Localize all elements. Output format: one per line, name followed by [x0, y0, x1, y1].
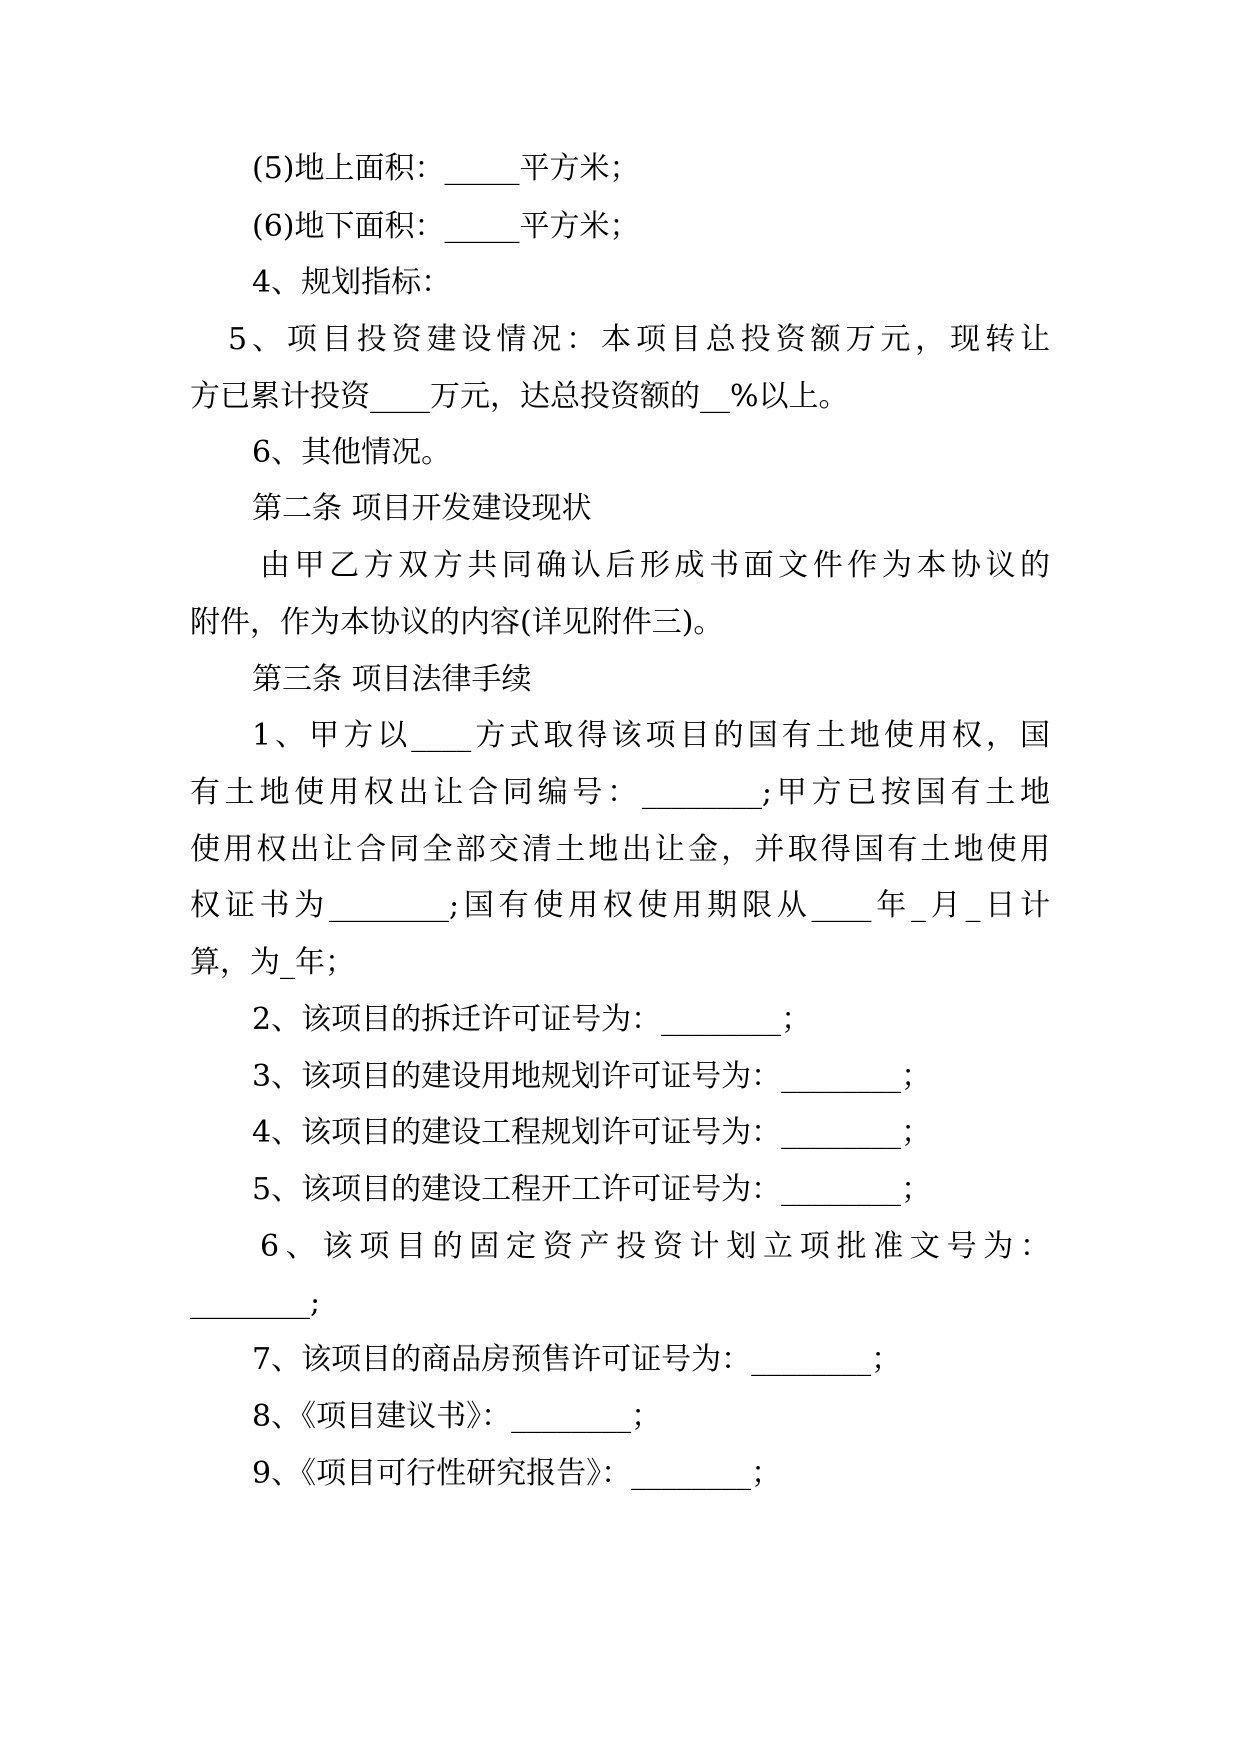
paragraph-line: 5、项目投资建设情况：本项目总投资额万元，现转让 [228, 322, 1050, 357]
paragraph-line: (6)地下面积：_____平方米； [252, 209, 640, 244]
paragraph-line: 附件，作为本协议的内容(详见附件三)。 [190, 605, 724, 640]
paragraph-line: 算，为_年； [190, 945, 355, 980]
section-heading: 第二条 项目开发建设现状 [252, 491, 592, 526]
paragraph-line: 2、该项目的拆迁许可证号为：________； [252, 1002, 812, 1037]
paragraph-line: 1、甲方以____方式取得该项目的国有土地使用权，国 [252, 718, 1050, 753]
paragraph-line: 4、该项目的建设工程规划许可证号为：________； [252, 1115, 932, 1150]
paragraph-line: 5、该项目的建设工程开工许可证号为：________； [252, 1172, 932, 1207]
paragraph-line: 由甲乙方双方共同确认后形成书面文件作为本协议的 [260, 548, 1050, 583]
paragraph-line: 4、规划指标： [252, 265, 452, 300]
paragraph-line: 9、《项目可行性研究报告》：________； [252, 1456, 782, 1491]
paragraph-line: (5)地上面积：_____平方米； [252, 151, 640, 186]
paragraph-line: 6、该项目的固定资产投资计划立项批准文号为： [260, 1229, 1050, 1264]
paragraph-line: 权证书为________;国有使用权使用期限从____年_月_日计 [190, 888, 1050, 923]
paragraph-line: 方已累计投资____万元，达总投资额的__%以上。 [190, 379, 849, 414]
section-heading: 第三条 项目法律手续 [252, 662, 532, 697]
paragraph-line: 6、其他情况。 [252, 435, 452, 470]
paragraph-line: 8、《项目建议书》：________； [252, 1399, 662, 1434]
paragraph-line: ________; [190, 1285, 321, 1320]
paragraph-line: 使用权出让合同全部交清土地出让金，并取得国有土地使用 [190, 832, 1050, 867]
paragraph-line: 有土地使用权出让合同编号：________;甲方已按国有土地 [190, 775, 1050, 810]
paragraph-line: 3、该项目的建设用地规划许可证号为：________； [252, 1059, 932, 1094]
paragraph-line: 7、该项目的商品房预售许可证号为：________； [252, 1342, 902, 1377]
